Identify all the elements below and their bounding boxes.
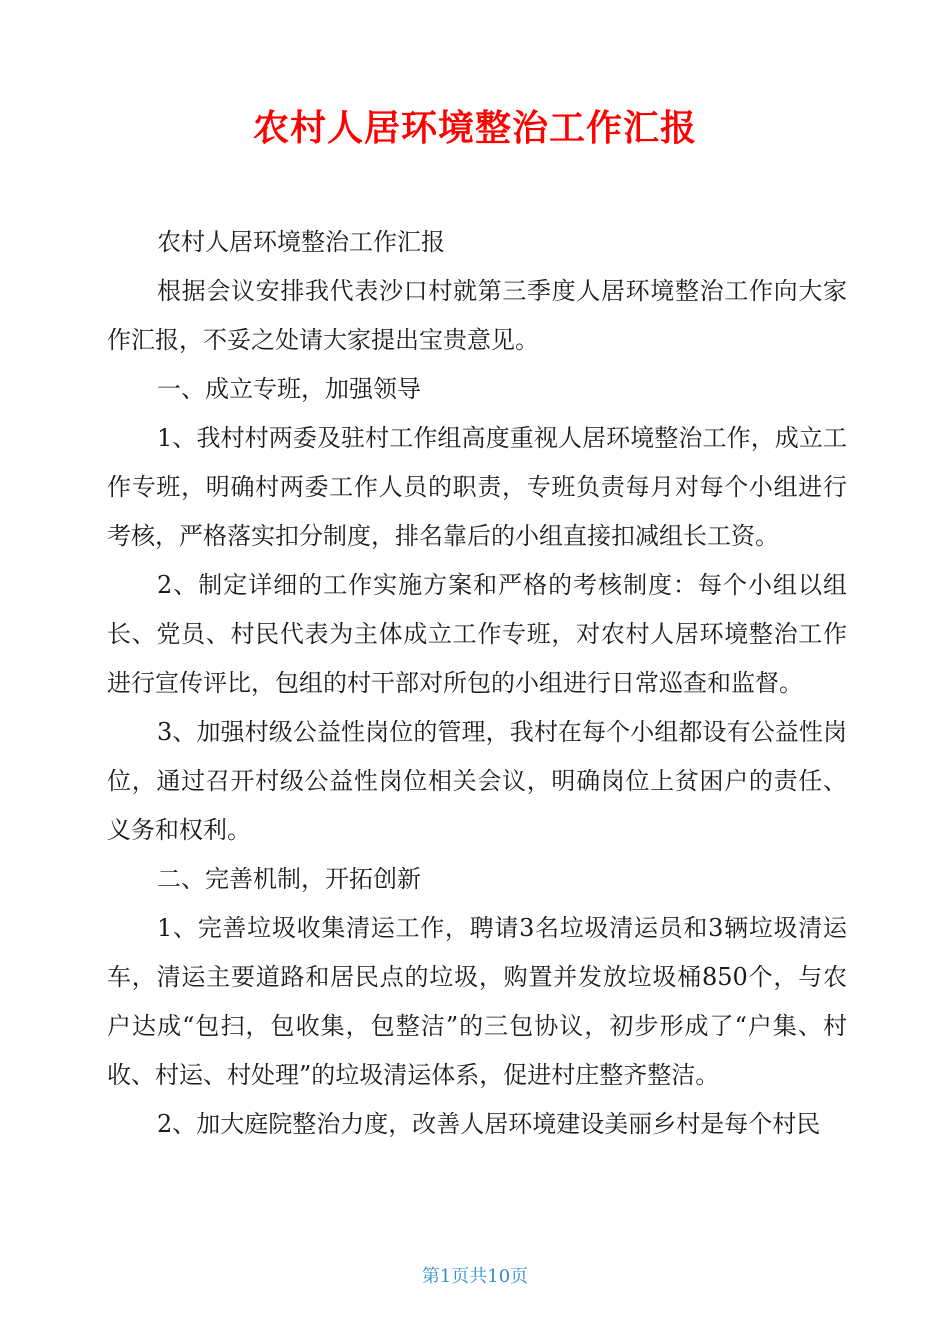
paragraph-2-1: 1、完善垃圾收集清运工作，聘请3名垃圾清运员和3辆垃圾清运车，清运主要道路和居民点的垃圾，购置并发放垃圾桶850个，与农户达成“包扫，包收集，包整洁”的三包协议，初步形成了“户集、村收、村运、村处理”的垃圾清运体系，促进村庄整齐整洁。 — [107, 914, 847, 1089]
paragraph-1-3: 3、加强村级公益性岗位的管理，我村在每个小组都设有公益性岗位，通过召开村级公益性岗位相关会议，明确岗位上贫困户的责任、义务和权利。 — [107, 718, 847, 844]
document-title: 农村人居环境整治工作汇报 — [252, 108, 697, 149]
document-body — [107, 218, 847, 1149]
paragraph-subtitle: 农村人居环境整治工作汇报 — [157, 228, 445, 256]
section-heading-1: 一、成立专班，加强领导 — [157, 375, 421, 403]
page-number-footer: 第1页共10页 — [421, 1266, 529, 1287]
paragraph-1-1: 1、我村村两委及驻村工作组高度重视人居环境整治工作，成立工作专班，明确村两委工作人员的职责，专班负责每月对每个小组进行考核，严格落实扣分制度，排名靠后的小组直接扣减组长工资。 — [107, 424, 847, 550]
section-heading-2: 二、完善机制，开拓创新 — [157, 865, 421, 893]
paragraph-1-2: 2、制定详细的工作实施方案和严格的考核制度：每个小组以组长、党员、村民代表为主体成立工作专班，对农村人居环境整治工作进行宣传评比，包组的村干部对所包的小组进行日常巡查和监督。 — [107, 571, 847, 697]
paragraph-2-2: 2、加大庭院整治力度，改善人居环境建设美丽乡村是每个村民 — [157, 1110, 821, 1138]
paragraph-intro: 根据会议安排我代表沙口村就第三季度人居环境整治工作向大家作汇报，不妥之处请大家提出宝贵意见。 — [107, 277, 847, 354]
